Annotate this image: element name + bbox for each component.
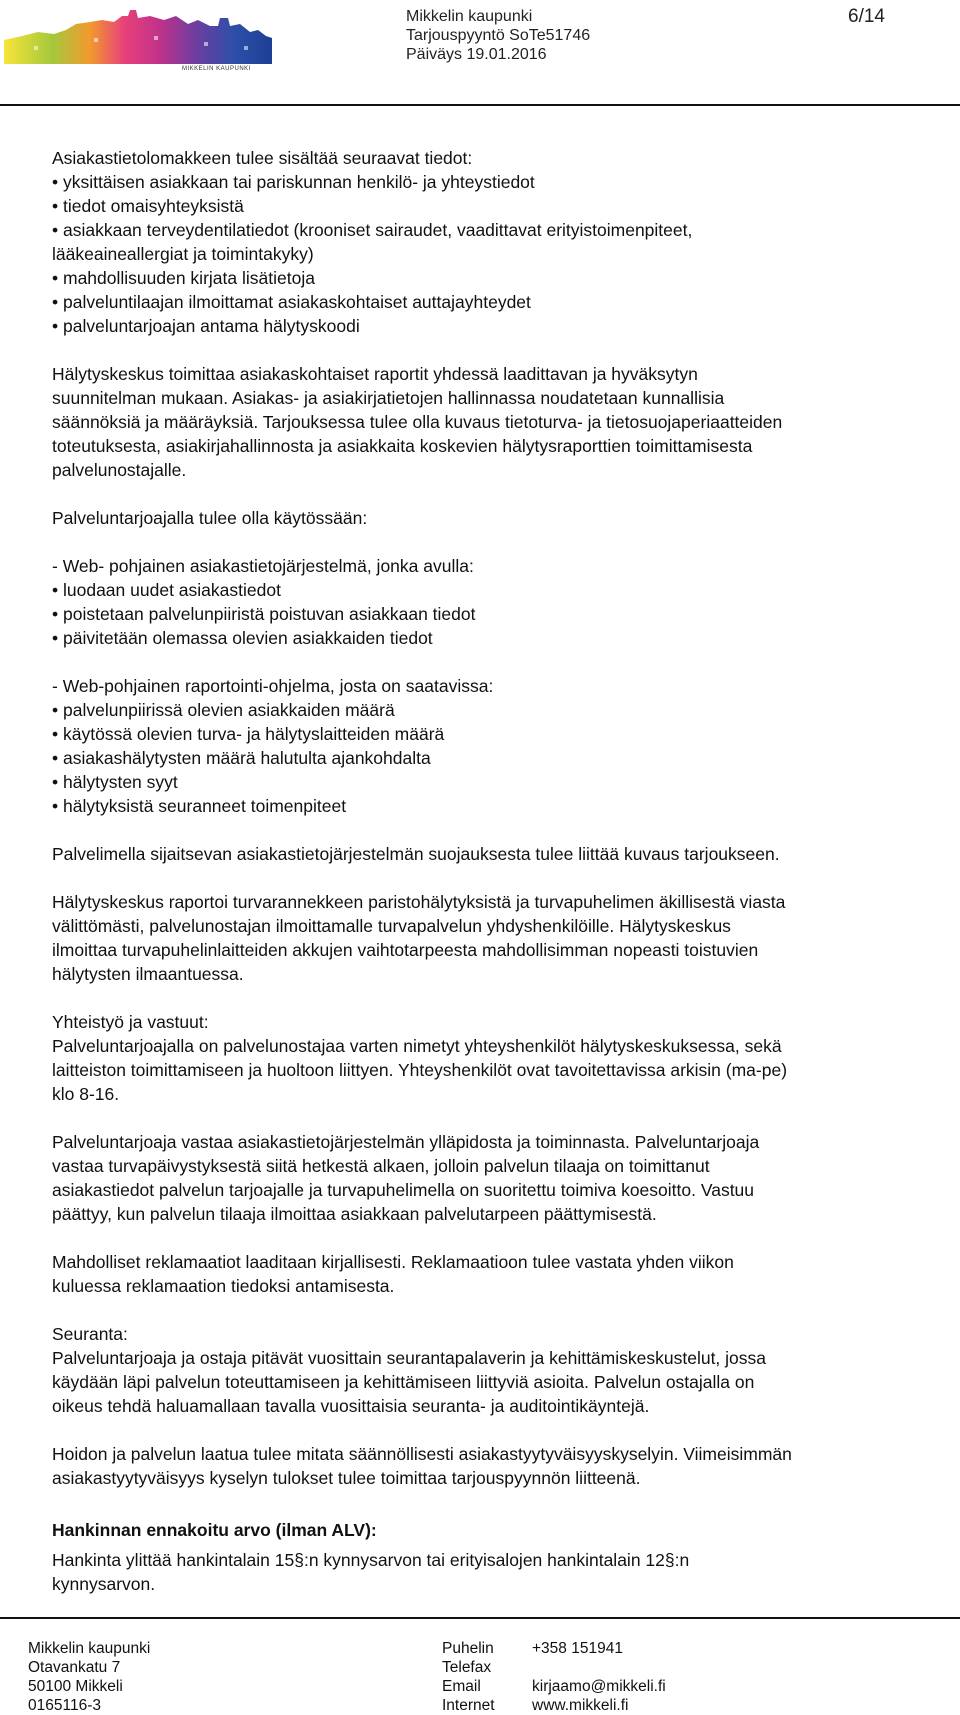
header-divider xyxy=(0,104,960,106)
paragraph-line: Hälytyskeskus toimittaa asiakaskohtaiset raportit yhdessä laadittavan ja hyväksytyn xyxy=(52,364,698,384)
paragraph-line: hälytysten ilmaantuessa. xyxy=(52,964,244,984)
footer-fax xyxy=(532,1658,666,1677)
list-item: • poistetaan palvelunpiiristä poistuvan asiakkaan tiedot xyxy=(52,604,476,624)
section-label: Yhteistyö ja vastuut: xyxy=(52,1012,209,1032)
footer-business-id: 0165116-3 xyxy=(28,1697,101,1714)
paragraph-line: Palveluntarjoaja vastaa asiakastietojärjestelmän ylläpidosta ja toiminnasta. Palveluntarjoaja xyxy=(52,1132,760,1152)
paragraph-line: käydään läpi palvelun toteuttamiseen ja kehittämiseen liittyviä asioita. Palvelun ostajalla on xyxy=(52,1372,755,1392)
list-item: • palveluntarjoajan antama hälytyskoodi xyxy=(52,316,360,336)
list-item: • asiakashälytysten määrä halutulta ajankohdalta xyxy=(52,748,431,768)
list-item: • hälytyksistä seuranneet toimenpiteet xyxy=(52,796,347,816)
paragraph-line: klo 8-16. xyxy=(52,1084,120,1104)
section-label: Seuranta: xyxy=(52,1324,128,1344)
list-item: • käytössä olevien turva- ja hälytyslaitteiden määrä xyxy=(52,724,445,744)
list-item: • yksittäisen asiakkaan tai pariskunnan henkilö- ja yhteystiedot xyxy=(52,172,535,192)
footer-website-link[interactable]: www.mikkeli.fi xyxy=(532,1697,629,1714)
paragraph-line: oikeus tehdä haluamallaan tavalla vuosittaisia seuranta- ja auditointikäyntejä. xyxy=(52,1396,650,1416)
header-org: Mikkelin kaupunki xyxy=(406,8,533,25)
footer-divider xyxy=(0,1617,960,1619)
footer-contact-values xyxy=(532,1639,666,1715)
footer-phone: +358 151941 xyxy=(532,1640,623,1657)
paragraph-line: vastaa turvapäivystyksestä siitä hetkestä alkaen, jolloin palvelun tilaaja on toimittanut xyxy=(52,1156,710,1176)
list-item: - Web- pohjainen asiakastietojärjestelmä, jonka avulla: xyxy=(52,556,474,576)
list-item: • hälytysten syyt xyxy=(52,772,178,792)
document-body xyxy=(52,146,942,1596)
paragraph-line: päättyy, kun palvelun tilaaja ilmoittaa asiakkaan palvelutarpeen päättymisestä. xyxy=(52,1204,657,1224)
city-logo xyxy=(4,6,272,74)
paragraph-line: asiakastyytyväisyys kyselyn tulokset tulee toimittaa tarjouspyynnön liitteenä. xyxy=(52,1468,641,1488)
footer-org: Mikkelin kaupunki xyxy=(28,1640,151,1657)
footer-postal: 50100 Mikkeli xyxy=(28,1678,123,1695)
paragraph-line: Hälytyskeskus raportoi turvarannekkeen paristohälytyksistä ja turvapuhelimen äkillisestä viasta xyxy=(52,892,786,912)
paragraph-line: suunnitelman mukaan. Asiakas- ja asiakirjatietojen hallinnassa noudatetaan kunnallisia xyxy=(52,388,725,408)
header-doc-ref: Tarjouspyyntö SoTe51746 xyxy=(406,27,591,44)
list-item: • palvelunpiirissä olevien asiakkaiden määrä xyxy=(52,700,395,720)
paragraph-line: Hoidon ja palvelun laatua tulee mitata säännöllisesti asiakastyytyväisyyskyselyin. Viimeisimmän xyxy=(52,1444,792,1464)
paragraph-line: säännöksiä ja määräyksiä. Tarjouksessa tulee olla kuvaus tietoturva- ja tietosuojaperiaatteiden xyxy=(52,412,783,432)
footer-contact-labels xyxy=(442,1639,495,1715)
list-item: • palveluntilaajan ilmoittamat asiakaskohtaiset auttajayhteydet xyxy=(52,292,531,312)
paragraph-line: kuluessa reklamaation tiedoksi antamisesta. xyxy=(52,1276,395,1296)
list-item: • tiedot omaisyhteyksistä xyxy=(52,196,244,216)
logo-text: MIKKELIN KAUPUNKI xyxy=(182,66,251,72)
skyline-logo-icon xyxy=(4,6,272,74)
footer-label-phone: Puhelin xyxy=(442,1640,494,1657)
page-number: 6/14 xyxy=(848,6,885,27)
list-item: lääkeaineallergiat ja toimintakyky) xyxy=(52,244,314,264)
paragraph-line: palvelunostajalle. xyxy=(52,460,187,480)
paragraph-line: Mahdolliset reklamaatiot laaditaan kirjallisesti. Reklamaatioon tulee vastata yhden viikon xyxy=(52,1252,734,1272)
header-date: Päiväys 19.01.2016 xyxy=(406,46,547,63)
footer-street: Otavankatu 7 xyxy=(28,1659,121,1676)
list-item: • mahdollisuuden kirjata lisätietoja xyxy=(52,268,315,288)
section-heading: Hankinnan ennakoitu arvo (ilman ALV): xyxy=(52,1520,377,1540)
paragraph-line: toteutuksesta, asiakirjahallinnosta ja asiakkaita koskevien hälytysraporttien toimittamisesta xyxy=(52,436,753,456)
paragraph-line: välittömästi, palvelunostajan ilmoittamalle turvapalvelun yhdyshenkilöille. Hälytyskeskus xyxy=(52,916,731,936)
paragraph-line: kynnysarvon. xyxy=(52,1574,156,1594)
paragraph-line: Palveluntarjoajalla on palvelunostajaa varten nimetyt yhteyshenkilöt hälytyskeskuksessa, sekä xyxy=(52,1036,782,1056)
paragraph-line: Hankinta ylittää hankintalain 15§:n kynnysarvon tai erityisalojen hankintalain 12§:n xyxy=(52,1550,690,1570)
paragraph-line: Palveluntarjoaja ja ostaja pitävät vuosittain seurantapalaverin ja kehittämiskeskustelut, jossa xyxy=(52,1348,767,1368)
header-info xyxy=(406,7,590,64)
paragraph-line: ilmoittaa turvapuhelinlaitteiden akkujen vaihtotarpeesta mahdollisimman nopeasti toistuvien xyxy=(52,940,759,960)
footer-email-link[interactable]: kirjaamo@mikkeli.fi xyxy=(532,1678,666,1695)
paragraph: Asiakastietolomakkeen tulee sisältää seuraavat tiedot: xyxy=(52,148,473,168)
footer-label-internet: Internet xyxy=(442,1697,495,1714)
footer-label-email: Email xyxy=(442,1678,481,1695)
paragraph-line: asiakastiedot palvelun tarjoajalle ja turvapuhelimella on suoritettu toimiva koesoitto. Vastuu xyxy=(52,1180,755,1200)
paragraph: Palvelimella sijaitsevan asiakastietojärjestelmän suojauksesta tulee liittää kuvaus tarjoukseen. xyxy=(52,844,780,864)
list-item: - Web-pohjainen raportointi-ohjelma, josta on saatavissa: xyxy=(52,676,494,696)
list-item: • asiakkaan terveydentilatiedot (krooniset sairaudet, vaadittavat erityistoimenpiteet, xyxy=(52,220,693,240)
footer-address xyxy=(28,1639,150,1715)
list-item: • päivitetään olemassa olevien asiakkaiden tiedot xyxy=(52,628,433,648)
footer-label-fax: Telefax xyxy=(442,1659,492,1676)
paragraph-line: laitteiston toimittamiseen ja huoltoon liittyen. Yhteyshenkilöt ovat tavoitettavissa arkisin (ma-pe) xyxy=(52,1060,788,1080)
list-item: • luodaan uudet asiakastiedot xyxy=(52,580,281,600)
paragraph: Palveluntarjoajalla tulee olla käytössään: xyxy=(52,508,368,528)
